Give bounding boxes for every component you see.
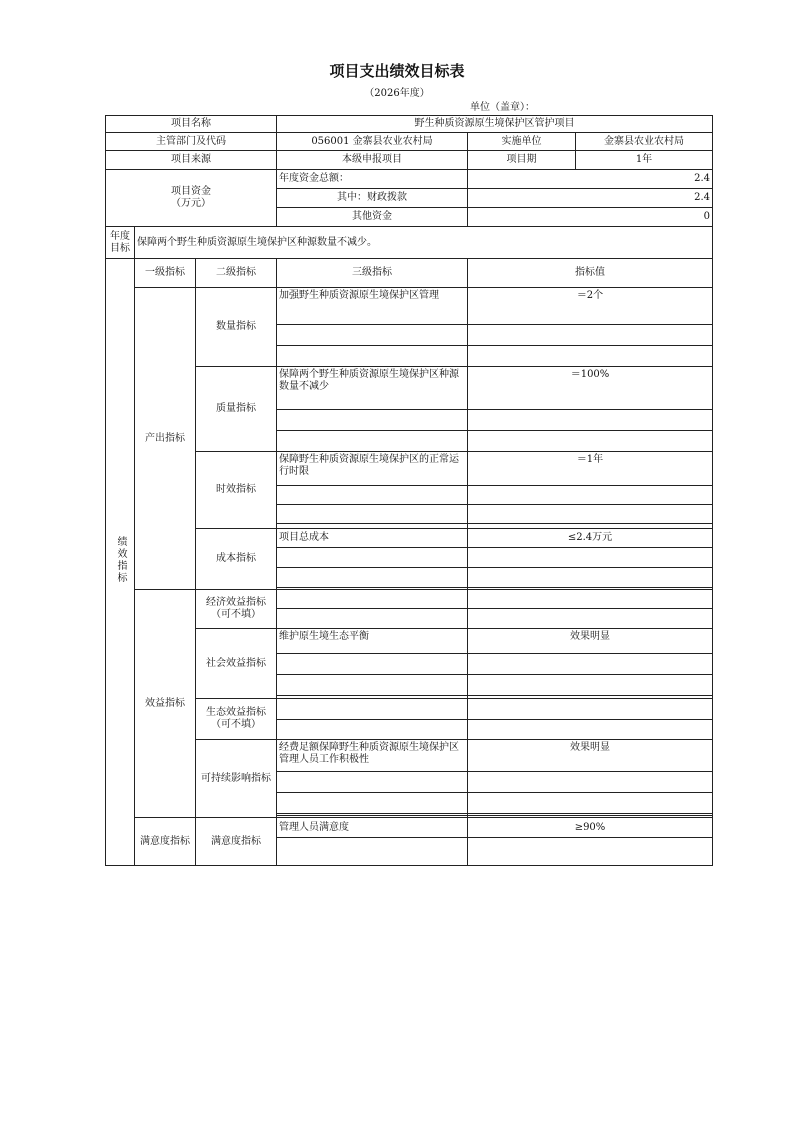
satisfaction-level2-label: 满意度指标 [196,818,277,866]
header-value: 指标值 [468,259,713,288]
table-row [106,740,713,772]
satisfaction-indicator-label: 满意度指标 [135,818,196,866]
table-row [106,818,713,838]
quantity-indicator-name: 加强野生种质资源原生境保护区管理 [277,288,468,325]
source-label: 项目来源 [106,151,277,170]
economic-indicator-label: 经济效益指标 （可不填） [196,590,277,629]
social-indicator-value: 效果明显 [468,629,713,654]
output-indicator-label: 产出指标 [135,288,196,590]
social-indicator-label: 社会效益指标 [196,629,277,699]
funds-total-value: 2.4 [468,170,713,189]
cost-indicator-value: ≤2.4万元 [468,529,713,548]
funds-label: 项目资金 （万元） [106,170,277,227]
quality-indicator-label: 质量指标 [196,367,277,452]
source-value: 本级申报项目 [277,151,468,170]
sustainable-indicator-label: 可持续影响指标 [196,740,277,818]
impl-unit-value: 金寨县农业农村局 [576,133,713,151]
table-row [106,529,713,548]
performance-table [105,115,713,866]
funds-other-label: 其他资金 [277,208,468,227]
timeliness-indicator-label: 时效指标 [196,452,277,529]
cost-indicator-label: 成本指标 [196,529,277,590]
timeliness-indicator-value: ＝1年 [468,452,713,486]
project-name-label: 项目名称 [106,116,277,133]
impl-unit-label: 实施单位 [468,133,576,151]
social-indicator-name: 维护原生境生态平衡 [277,629,468,654]
funds-total-row [106,170,713,189]
performance-indicator-label [106,259,135,866]
satisfaction-indicator-value: ≥90% [468,818,713,838]
indicator-header-row [106,259,713,288]
funds-fiscal-value: 2.4 [468,189,713,208]
table-row [106,367,713,410]
cost-indicator-name: 项目总成本 [277,529,468,548]
annual-goal-text: 保障两个野生种质资源原生境保护区种源数量不减少。 [135,227,713,259]
header-level3: 三级指标 [277,259,468,288]
dept-value: 056001 金寨县农业农村局 [277,133,468,151]
performance-indicator-text: 绩效指标 [115,536,126,584]
annual-goal-row [106,227,713,259]
year-label: （2026年度） [364,88,430,99]
quantity-indicator-value: ＝2个 [468,288,713,325]
period-label: 项目期 [468,151,576,170]
funds-other-value: 0 [468,208,713,227]
quality-indicator-name: 保障两个野生种质资源原生境保护区种源数量不减少 [277,367,468,410]
table-row [106,699,713,720]
dept-label: 主管部门及代码 [106,133,277,151]
project-name-row [106,116,713,133]
source-row [106,151,713,170]
table-row [106,590,713,609]
sustainable-indicator-value: 效果明显 [468,740,713,772]
annual-goal-label: 年度 目标 [106,227,135,259]
benefit-indicator-label: 效益指标 [135,590,196,818]
dept-row [106,133,713,151]
funds-fiscal-label: 其中：财政拨款 [277,189,468,208]
funds-total-label: 年度资金总额： [277,170,468,189]
header-level2: 二级指标 [196,259,277,288]
table-row [106,452,713,486]
table-row [106,629,713,654]
timeliness-indicator-name: 保障野生种质资源原生境保护区的正常运行时限 [277,452,468,486]
ecological-indicator-label: 生态效益指标 （可不填） [196,699,277,740]
table-row [106,288,713,325]
project-name-value: 野生种质资源原生境保护区管护项目 [277,116,713,133]
quantity-indicator-label: 数量指标 [196,288,277,367]
sustainable-indicator-name: 经费足额保障野生种质资源原生境保护区管理人员工作积极性 [277,740,468,772]
header-level1: 一级指标 [135,259,196,288]
unit-seal-label: 单位（盖章）： [470,102,535,113]
quality-indicator-value: ＝100% [468,367,713,410]
satisfaction-indicator-name: 管理人员满意度 [277,818,468,838]
page-title: 项目支出绩效目标表 [329,62,465,80]
period-value: 1年 [576,151,713,170]
